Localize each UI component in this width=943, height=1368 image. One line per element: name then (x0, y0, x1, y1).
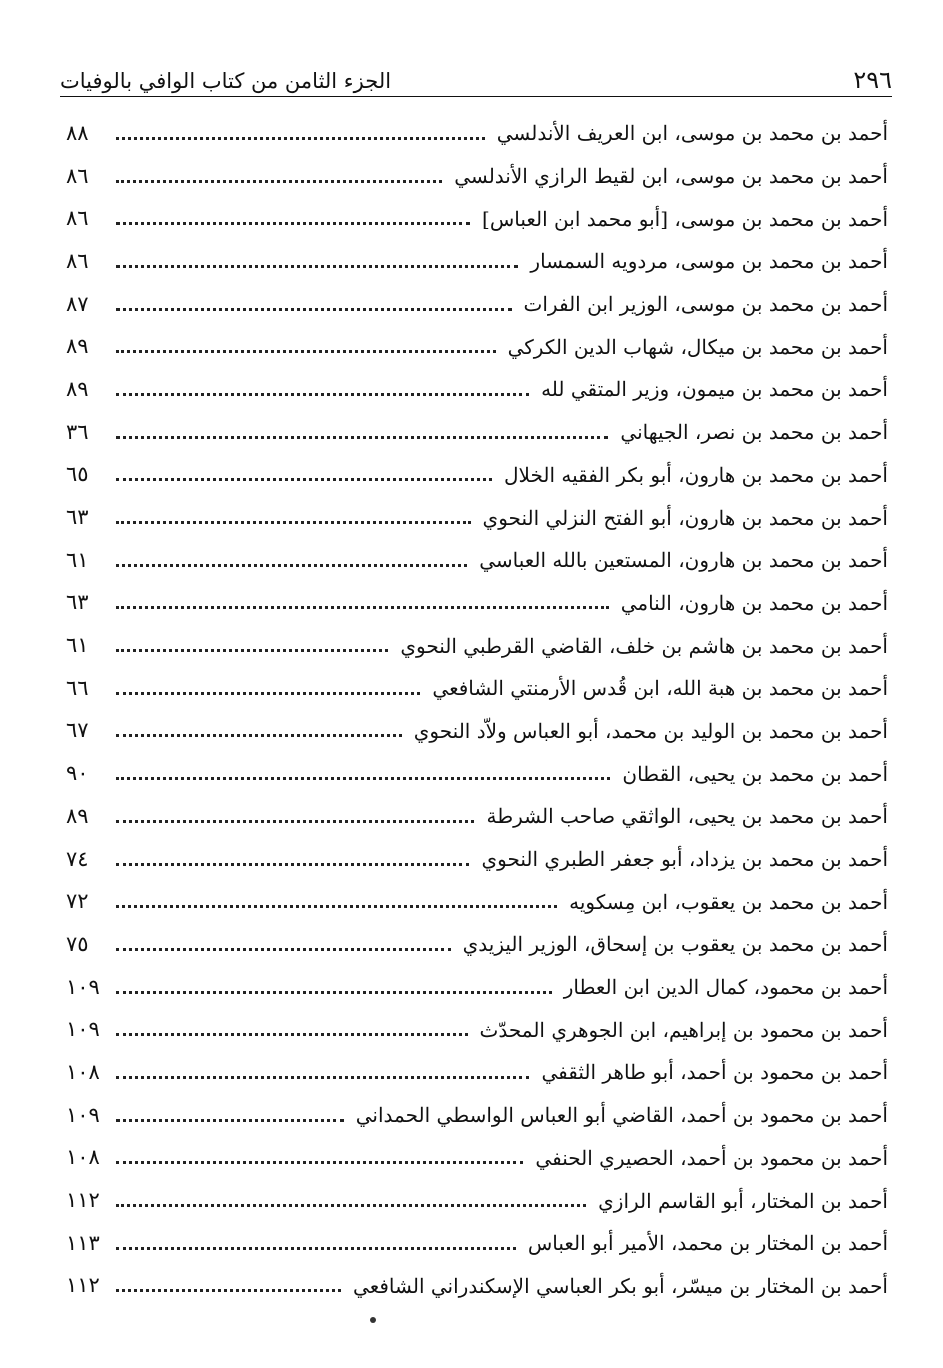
entry-name: أحمد بن محمد بن موسى، [أبو محمد ابن العباس] (482, 206, 888, 231)
entry-name: أحمد بن المختار بن ميسّر، أبو بكر العباسي الإسكندراني الشافعي (353, 1273, 888, 1298)
entry-page-number: ١١٢ (66, 1273, 100, 1298)
dot-leader (116, 436, 608, 439)
entry-page-number: ٨٧ (66, 291, 89, 316)
entry-name: أحمد بن محمد بن هارون، أبو بكر الفقيه الخلال (504, 462, 888, 487)
dot-leader (116, 1119, 344, 1122)
entry-name: أحمد بن محمد بن يعقوب، ابن مِسكويه (569, 889, 888, 914)
entry-page-number: ١٠٨ (66, 1059, 100, 1084)
index-entry (66, 325, 888, 368)
entry-name: أحمد بن محمد بن نصر، الجيهاني (620, 420, 888, 445)
entry-page-number: ٩٠ (66, 761, 89, 786)
page-header (60, 52, 892, 92)
entry-page-number: ٦٦ (66, 675, 89, 700)
entry-page-number: ٨٩ (66, 334, 89, 359)
entry-page-number: ٦٧ (66, 718, 89, 743)
entry-page-number: ٨٦ (66, 163, 89, 188)
page-number: ٢٩٦ (853, 66, 892, 94)
entry-page-number: ٨٩ (66, 803, 89, 828)
index-entry (66, 923, 888, 966)
entry-page-number: ٧٥ (66, 931, 89, 956)
footer-mark (370, 1317, 376, 1323)
entry-name: أحمد بن محمد بن هارون، المستعين بالله العباسي (479, 548, 888, 573)
index-entry (66, 1094, 888, 1137)
entry-name: أحمد بن المختار، أبو القاسم الرازي (598, 1188, 888, 1213)
entry-name: أحمد بن محمود بن أحمد، أبو طاهر الثقفي (541, 1060, 888, 1085)
entry-page-number: ٧٤ (66, 846, 89, 871)
entry-page-number: ٨٦ (66, 206, 89, 231)
entry-page-number: ١١٣ (66, 1230, 100, 1255)
header-rule (60, 96, 892, 97)
index-entry (66, 966, 888, 1009)
entry-page-number: ١٠٩ (66, 1017, 100, 1042)
entry-page-number: ٧٢ (66, 889, 89, 914)
dot-leader (116, 393, 529, 396)
index-entry (66, 1051, 888, 1094)
entry-name: أحمد بن محمد بن الوليد بن محمد، أبو العباس ولاّد النحوي (413, 718, 888, 743)
entry-name: أحمد بن محمد بن موسى، مردويه السمسار (530, 249, 888, 274)
dot-leader (116, 521, 471, 524)
index-entry (66, 496, 888, 539)
dot-leader (116, 606, 609, 609)
entry-name: أحمد بن محمد بن يعقوب بن إسحاق، الوزير اليزيدي (462, 932, 888, 957)
index-entry (66, 710, 888, 753)
entry-name: أحمد بن محمد بن هاشم بن خلف، القاضي القرطبي النحوي (400, 633, 888, 658)
dot-leader (116, 905, 557, 908)
entry-name: أحمد بن محمود، كمال الدين ابن العطار (563, 975, 888, 1000)
index-entry (66, 1265, 888, 1308)
index-entry (66, 880, 888, 923)
index-entry (66, 155, 888, 198)
entry-name: أحمد بن محمود بن إبراهيم، ابن الجوهري المحدّث (479, 1017, 888, 1042)
index-entry (66, 752, 888, 795)
index-entry (66, 1137, 888, 1180)
entry-name: أحمد بن محمد بن موسى، الوزير ابن الفرات (523, 292, 888, 317)
entry-page-number: ٦٣ (66, 505, 89, 530)
entry-name: أحمد بن المختار بن محمد، الأمير أبو العباس (527, 1231, 888, 1256)
entry-name: أحمد بن محمد بن موسى، ابن لقيط الرازي الأندلسي (454, 164, 888, 189)
index-entry (66, 795, 888, 838)
index-entry (66, 112, 888, 155)
entry-page-number: ٨٨ (66, 120, 89, 145)
entry-name: أحمد بن محمد بن هبة الله، ابن قُدس الأرمنتي الشافعي (432, 676, 888, 701)
dot-leader (116, 777, 610, 780)
entry-name: أحمد بن محمد بن هارون، أبو الفتح النزلي النحوي (482, 505, 888, 530)
entry-name: أحمد بن محمد بن ميمون، وزير المتقي لله (541, 377, 888, 402)
entry-page-number: ٦٣ (66, 590, 89, 615)
index-list (66, 112, 888, 1307)
entry-name: أحمد بن محمد بن يحيى، الواثقي صاحب الشرطة (486, 804, 888, 829)
dot-leader (116, 820, 474, 823)
dot-leader (116, 1076, 529, 1079)
dot-leader (116, 863, 469, 866)
index-entry (66, 197, 888, 240)
entry-page-number: ١١٢ (66, 1188, 100, 1213)
dot-leader (116, 350, 496, 353)
dot-leader (116, 1247, 516, 1250)
index-entry (66, 1179, 888, 1222)
dot-leader (116, 478, 492, 481)
entry-name: أحمد بن محمد بن هارون، النامي (620, 590, 888, 615)
entry-name: أحمد بن محمد بن يزداد، أبو جعفر الطبري النحوي (481, 847, 888, 872)
dot-leader (116, 564, 467, 567)
dot-leader (116, 137, 485, 140)
index-entry (66, 624, 888, 667)
entry-name: أحمد بن محمد بن ميكال، شهاب الدين الكركي (507, 334, 888, 359)
dot-leader (116, 308, 512, 311)
index-entry (66, 1008, 888, 1051)
entry-page-number: ٦١ (66, 547, 89, 572)
index-entry (66, 454, 888, 497)
entry-page-number: ٣٦ (66, 419, 89, 444)
index-entry (66, 411, 888, 454)
index-entry (66, 539, 888, 582)
entry-page-number: ٨٦ (66, 248, 89, 273)
dot-leader (116, 1161, 523, 1164)
dot-leader (116, 222, 470, 225)
index-entry (66, 1222, 888, 1265)
index-entry (66, 240, 888, 283)
index-entry (66, 368, 888, 411)
entry-page-number: ٦٥ (66, 462, 89, 487)
entry-name: أحمد بن محمد بن موسى، ابن العريف الأندلسي (496, 121, 888, 146)
entry-name: أحمد بن محمود بن أحمد، الحصيري الحنفي (535, 1145, 888, 1170)
entry-page-number: ٨٩ (66, 376, 89, 401)
dot-leader (116, 991, 552, 994)
entry-page-number: ٦١ (66, 633, 89, 658)
dot-leader (116, 692, 420, 695)
entry-page-number: ١٠٩ (66, 974, 100, 999)
index-entry (66, 582, 888, 625)
dot-leader (116, 180, 442, 183)
dot-leader (116, 948, 451, 951)
index-entry (66, 838, 888, 881)
dot-leader (116, 1289, 341, 1292)
dot-leader (116, 265, 518, 268)
dot-leader (116, 649, 388, 652)
dot-leader (116, 1033, 468, 1036)
index-entry (66, 283, 888, 326)
index-entry (66, 667, 888, 710)
dot-leader (116, 1204, 586, 1207)
entry-name: أحمد بن محمود بن أحمد، القاضي أبو العباس الواسطي الحمداني (355, 1103, 888, 1128)
entry-page-number: ١٠٨ (66, 1145, 100, 1170)
entry-page-number: ١٠٩ (66, 1102, 100, 1127)
running-title: الجزء الثامن من كتاب الوافي بالوفيات (60, 69, 392, 93)
entry-name: أحمد بن محمد بن يحيى، القطان (622, 761, 888, 786)
dot-leader (116, 734, 402, 737)
